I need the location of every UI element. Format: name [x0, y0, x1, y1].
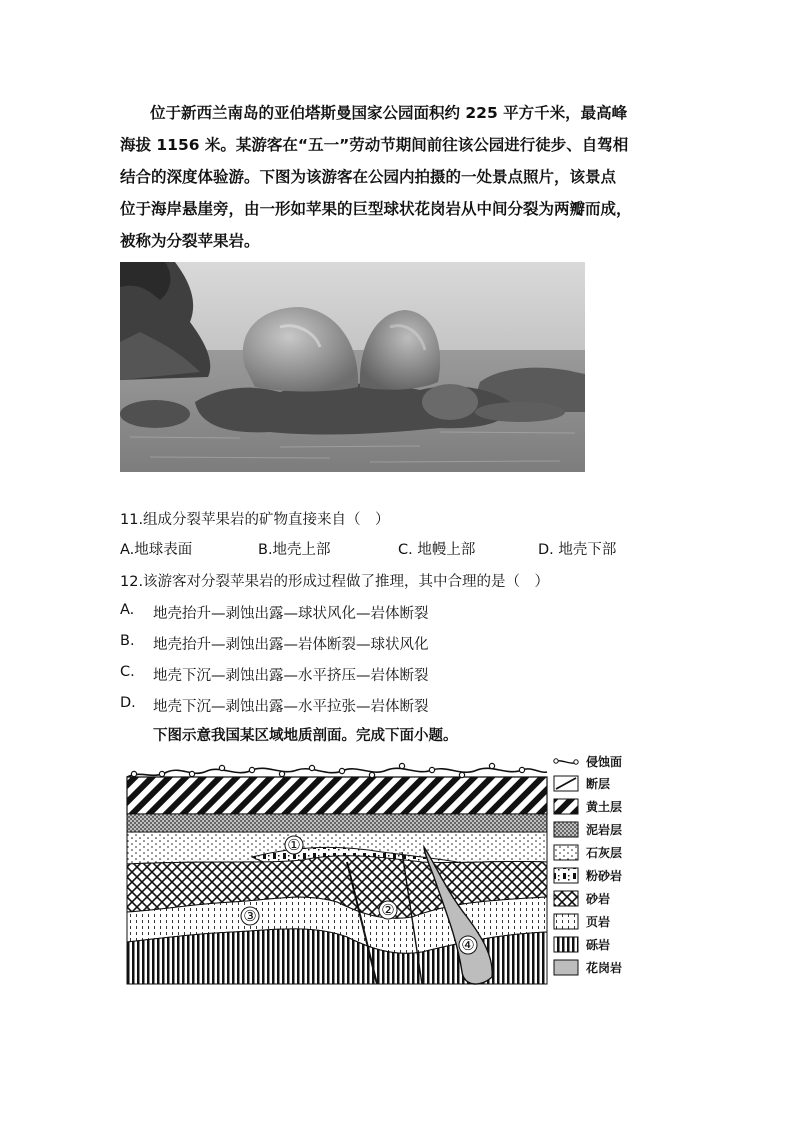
marker-2: ② [381, 901, 395, 919]
marker-3: ③ [243, 907, 257, 925]
legend-label-9: 花岗岩 [586, 961, 623, 975]
marker-1: ① [287, 836, 301, 854]
legend-erosion-surface [554, 754, 622, 769]
legend-loess [554, 799, 622, 814]
question-12-stem: 12.该游客对分裂苹果岩的形成过程做了推理，其中合理的是（ ） [120, 574, 550, 590]
question-11-stem: 11.组成分裂苹果岩的矿物直接来自（ ） [120, 512, 390, 528]
q12-option-a-text: 地壳抬升—剥蚀出露—球状风化—岩体断裂 [153, 606, 429, 622]
legend-label-7: 页岩 [586, 915, 611, 929]
intro-line-4: 位于海岸悬崖旁，由一形如苹果的巨型球状花岗岩从中间分裂为两瓣而成， [120, 200, 632, 218]
legend-granite [554, 960, 622, 975]
section2-intro: 下图示意我国某区域地质剖面。完成下面小题。 [153, 728, 458, 744]
intro-line-1: 位于新西兰南岛的亚伯塔斯曼国家公园面积约 225 平方千米，最高峰 [150, 104, 628, 122]
legend-conglomerate [554, 937, 610, 952]
legend-label-6: 砂岩 [586, 892, 611, 906]
intro-line-2: 海拔 1156 米。某游客在“五一”劳动节期间前往该公园进行徒步、自驾相 [120, 136, 629, 154]
q12-option-a-letter: A. [120, 602, 135, 618]
intro-line-3: 结合的深度体验游。下图为该游客在公园内拍摄的一处景点照片，该景点 [120, 168, 617, 186]
section-body [127, 763, 547, 984]
legend-label-1: 断层 [586, 777, 611, 791]
legend-siltstone [554, 868, 622, 883]
legend [554, 754, 622, 975]
legend-label-4: 石灰层 [586, 846, 623, 860]
q11-option-b: B.地壳上部 [258, 542, 331, 558]
q12-option-b-letter: B. [120, 633, 135, 649]
legend-limestone [554, 845, 622, 860]
legend-fault [554, 776, 610, 791]
legend-label-3: 泥岩层 [586, 823, 623, 837]
legend-label-0: 侵蚀面 [586, 755, 623, 769]
marker-4: ④ [461, 936, 475, 954]
q12-option-b-text: 地壳抬升—剥蚀出露—岩体断裂—球状风化 [153, 637, 429, 653]
q11-option-a: A.地球表面 [120, 542, 193, 558]
q12-option-c-letter: C. [120, 664, 135, 680]
legend-label-5: 粉砂岩 [586, 869, 623, 883]
legend-shale [554, 914, 610, 929]
intro-line-5: 被称为分裂苹果岩。 [120, 232, 260, 250]
legend-mudstone [554, 822, 622, 837]
q11-option-d: D. 地壳下部 [538, 542, 617, 558]
geologic-cross-section [122, 752, 642, 992]
legend-sandstone [554, 891, 610, 906]
q12-option-d-letter: D. [120, 695, 136, 711]
split-apple-rock-photo [120, 262, 585, 472]
legend-label-8: 砾岩 [586, 938, 611, 952]
q12-option-d-text: 地壳下沉—剥蚀出露—水平拉张—岩体断裂 [153, 699, 429, 715]
q11-option-c: C. 地幔上部 [398, 542, 476, 558]
legend-label-2: 黄土层 [586, 800, 623, 814]
q12-option-c-text: 地壳下沉—剥蚀出露—水平挤压—岩体断裂 [153, 668, 429, 684]
